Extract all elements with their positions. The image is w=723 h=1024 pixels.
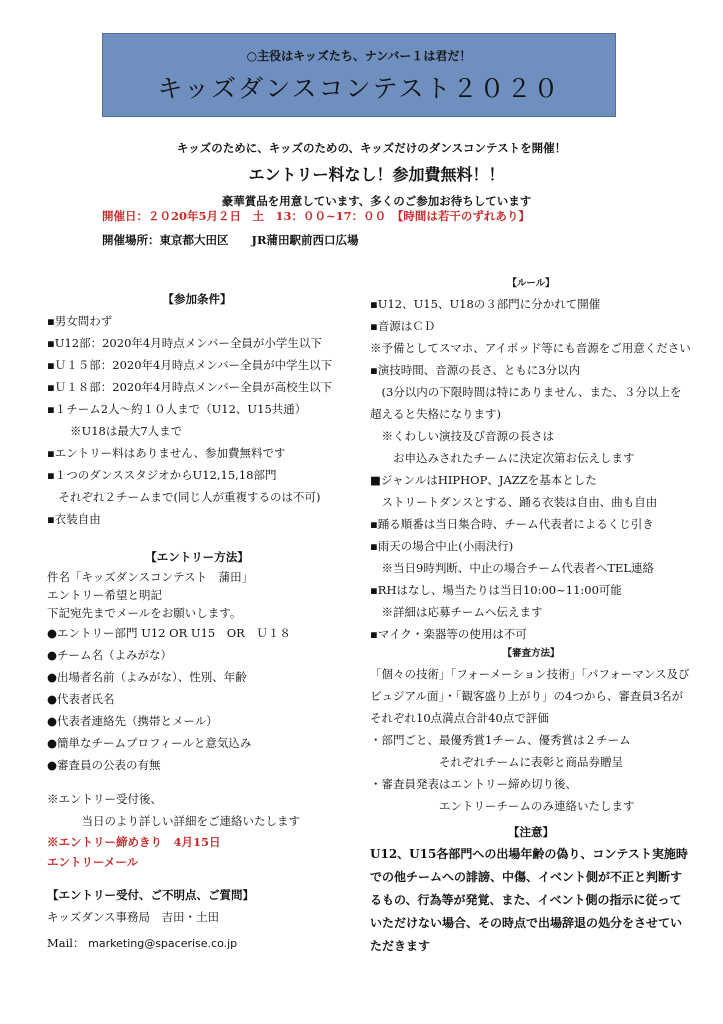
page-title: キッズダンスコンテスト２０２０ [157, 74, 561, 103]
entry-method: エントリーメール [47, 855, 139, 869]
rule-item: ▪雨天の場合中止(小雨決行) [370, 539, 514, 553]
rule-item: ストリートダンスとする、踊る衣装は自由、曲も自由 [370, 495, 658, 509]
entry-item: ●チーム名（よみがな） [47, 648, 173, 662]
contact-mail-row [47, 932, 347, 955]
rule-item: ※予備としてスマホ、アイポッド等にも音源をご用意ください [370, 341, 691, 355]
event-venue: 開催場所：東京都大田区 JR蒲田駅前西口広場 [102, 233, 359, 247]
condition-item: ※U18は最大7人まで [47, 424, 183, 438]
rule-item: ※当日9時判断、中止の場合チーム代表者へTEL連絡 [370, 561, 655, 575]
condition-item: ▪男女問わず [47, 314, 113, 328]
rule-item: ▪U12、U15、U18の３部門に分かれて開催 [370, 297, 601, 311]
condition-item: ▪１チーム2人〜約１０人まで（U12、U15共通） [47, 402, 307, 416]
judging-heading: 【審査方法】 [502, 648, 560, 659]
entry-item: ●エントリー部門 U12 OR U15 OR Ｕ１８ [47, 626, 291, 640]
banner-subtitle: ○主役はキッズたち、ナンバー１は君だ！ [246, 49, 472, 63]
entry-item: ●代表者氏名 [47, 692, 115, 706]
rule-item: ▪音源はＣＤ [370, 319, 436, 333]
caution-heading: 【注意】 [508, 825, 554, 839]
rule-item: (3分以内の下限時間は特にありません、また、３分以上を超えると失格になります) [370, 385, 682, 421]
rule-item: ■ジャンルはHIPHOP、JAZZを基本とした [370, 473, 597, 487]
rule-item: ▪マイク・楽器等の使用は不可 [370, 627, 527, 641]
entry-item: 件名「キッズダンスコンテスト 蒲田」 [47, 570, 254, 584]
judging-announce: ・審査員発表はエントリー締め切り後、 [370, 777, 577, 791]
intro-headline: エントリー料なし！参加費無料！！ [248, 165, 505, 184]
rule-item: ※くわしい演技及び音源の長さは [370, 429, 554, 443]
intro-line-3: 豪華賞品を用意しています、多くのご参加お待ちしています [221, 194, 532, 208]
entry-item: 下記宛先までメールをお願いします。 [47, 606, 242, 620]
conditions-heading: 【参加条件】 [162, 292, 232, 306]
judging-awards-detail: それぞれチームに表彰と商品券贈呈 [370, 755, 623, 769]
rule-item: ▪RHはなし、場当たりは当日10:00~11:00可能 [370, 583, 622, 597]
judging-criteria: 「個々の技術」「フォーメーション技術」「パフォーマンス及びビュジアル面」・「観客盛り上がり」の4つから、審査員3名がそれぞれ10点満点合計40点で評価 [370, 667, 690, 725]
condition-item: それぞれ２チームまで(同じ人が重複するのは不可) [47, 490, 321, 504]
rule-item: お申込みされたチームに決定次第お伝えします [370, 451, 635, 465]
entry-item: ●出場者名前（よみがな）、性別、年齢 [47, 670, 247, 684]
entry-note-detail: 当日のより詳しい詳細をご連絡いたします [47, 814, 300, 828]
judging-announce-detail: エントリーチームのみ連絡いたします [370, 799, 635, 813]
condition-item: ▪Ｕ１５部：2020年4月時点メンバー全員が中学生以下 [47, 358, 333, 372]
judging-awards: ・部門ごと、最優秀賞1チーム、優秀賞は２チーム [370, 733, 631, 747]
contact-email-link[interactable]: marketing@spacerise.co.jp [88, 937, 238, 950]
caution-text: U12、U15各部門への出場年齢の偽り、コンテスト実施時での他チームへの誹謗、中傷、イベント側が不正と判断するもの、行為等が発覚、また、イベント側の指示に従っていただけない場合、その時点で出場辞退の処分をさせていただきます [370, 847, 688, 953]
entry-item: エントリー希望と明記 [47, 588, 162, 602]
condition-item: ▪Ｕ１８部：2020年4月時点メンバー全員が高校生以下 [47, 380, 333, 394]
event-date: 開催日：２０20年5月２日 土 13：００~17：００ 【時間は若干のずれあり】 [102, 209, 530, 223]
contact-heading: 【エントリー受付、ご不明点、ご質問】 [47, 888, 254, 902]
contact-office: キッズダンス事務局 吉田・土田 [47, 910, 220, 924]
entry-deadline: ※エントリー締めきり 4月15日 [47, 835, 221, 849]
intro-line-1: キッズのために、キッズのための、キッズだけのダンスコンテストを開催！ [176, 141, 567, 155]
intro-section [0, 140, 723, 209]
mail-label: Mail： [47, 936, 85, 950]
left-column [47, 288, 347, 955]
entry-note: ※エントリー受付後、 [47, 792, 162, 806]
rule-item: ※詳細は応募チームへ伝えます [370, 605, 543, 619]
entry-item: ●審査員の公表の有無 [47, 758, 161, 772]
condition-item: ▪U12部：2020年4月時点メンバー全員が小学生以下 [47, 336, 322, 350]
title-banner [102, 33, 616, 117]
condition-item: ▪衣装自由 [47, 512, 101, 526]
right-column [370, 275, 692, 958]
rule-item: ▪演技時間、音源の長さ、ともに3分以内 [370, 363, 581, 377]
condition-item: ▪エントリー料はありません、参加費無料です [47, 446, 286, 460]
entry-item: ●簡単なチームプロフィールと意気込み [47, 736, 252, 750]
condition-item: ▪１つのダンススタジオからU12,15,18部門 [47, 468, 277, 482]
entry-item: ●代表者連絡先（携帯とメール） [47, 714, 218, 728]
rules-heading: 【ルール】 [507, 278, 555, 289]
entry-heading: 【エントリー方法】 [145, 550, 249, 564]
rule-item: ▪踊る順番は当日集合時、チーム代表者によるくじ引き [370, 517, 654, 531]
